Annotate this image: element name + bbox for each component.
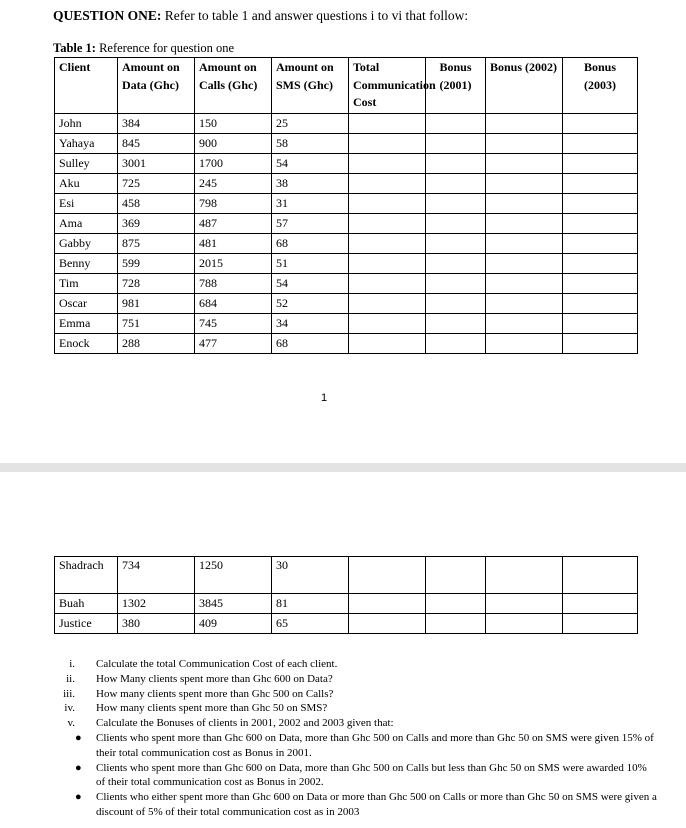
table-cell [349, 614, 426, 634]
question-item [57, 701, 657, 716]
table-cell [426, 314, 486, 334]
table-cell [426, 294, 486, 314]
table-cell: 875 [118, 234, 195, 254]
table-row [55, 154, 638, 174]
table-cell: Oscar [55, 294, 118, 314]
table-cell: 81 [272, 594, 349, 614]
table-cell [426, 254, 486, 274]
table-cell [563, 114, 638, 134]
table-cell [486, 334, 563, 354]
table-cell [486, 594, 563, 614]
table-cell: Ama [55, 214, 118, 234]
table-cell [563, 274, 638, 294]
table-cell [426, 154, 486, 174]
table-cell [426, 614, 486, 634]
question-text: How Many clients spent more than Ghc 600 on Data? [96, 672, 333, 685]
table-cell [486, 154, 563, 174]
column-header: Total Communication Cost [349, 58, 426, 114]
page-separator [0, 463, 686, 472]
table-cell [349, 234, 426, 254]
table-cell [563, 194, 638, 214]
table-cell: Enock [55, 334, 118, 354]
table-cell: 34 [272, 314, 349, 334]
table-row [55, 294, 638, 314]
table-cell: 54 [272, 274, 349, 294]
table-cell: 3845 [195, 594, 272, 614]
table-cell: Aku [55, 174, 118, 194]
table-cell [563, 314, 638, 334]
table-cell [426, 234, 486, 254]
table-cell [486, 274, 563, 294]
table-cell [486, 614, 563, 634]
bullet-item [75, 790, 657, 820]
table-cell: 751 [118, 314, 195, 334]
table-cell [426, 557, 486, 594]
question-text: How many clients spent more than Ghc 500 on Calls? [96, 687, 334, 700]
table-cell: 599 [118, 254, 195, 274]
column-header: Amount on Data (Ghc) [118, 58, 195, 114]
table-header-row [55, 58, 638, 114]
bullet-icon: ● [75, 761, 82, 774]
table-cell: Sulley [55, 154, 118, 174]
question-item [57, 716, 657, 731]
table-cell: Justice [55, 614, 118, 634]
table-cell [486, 214, 563, 234]
table-cell: 725 [118, 174, 195, 194]
reference-table [54, 57, 638, 354]
table-cell: Emma [55, 314, 118, 334]
table-row [55, 114, 638, 134]
table-row [55, 174, 638, 194]
bonus-conditions [57, 731, 657, 820]
question-text: Calculate the total Communication Cost of each client. [96, 658, 338, 670]
reference-table-continued [54, 556, 638, 634]
table-cell [349, 594, 426, 614]
table-cell: 25 [272, 114, 349, 134]
question-heading: QUESTION ONE: Refer to table 1 and answer questions i to vi that follow: [53, 8, 469, 23]
table-cell: 684 [195, 294, 272, 314]
bullet-text: Clients who spent more than Ghc 600 on Data, more than Ghc 500 on Calls but less than Ghc 50 on SMS were awarded 10% of their total communication cost as Bonus in 2002. [96, 761, 647, 789]
bullet-text: Clients who spent more than Ghc 600 on Data, more than Ghc 500 on Calls and more than Ghc 50 on SMS were given 15% of their total communication cost as Bonus in 2001. [96, 731, 654, 759]
table-row [55, 134, 638, 154]
table-cell: 845 [118, 134, 195, 154]
table-cell [563, 134, 638, 154]
question-list [57, 657, 657, 820]
table-cell: Benny [55, 254, 118, 274]
bullet-item [75, 731, 657, 761]
page-number: 1 [321, 392, 328, 404]
table-cell [349, 134, 426, 154]
table-cell [426, 194, 486, 214]
table-cell: Buah [55, 594, 118, 614]
table-cell: 788 [195, 274, 272, 294]
column-header: Amount on Calls (Ghc) [195, 58, 272, 114]
table-cell [426, 174, 486, 194]
table-cell: 52 [272, 294, 349, 314]
column-header: Bonus (2001) [426, 58, 486, 114]
table-cell [349, 174, 426, 194]
table-cell [486, 254, 563, 274]
table-cell: 1302 [118, 594, 195, 614]
question-text: Calculate the Bonuses of clients in 2001, 2002 and 2003 given that: [96, 717, 394, 730]
bullet-item [75, 761, 657, 791]
table-cell [563, 154, 638, 174]
question-number: iv. [64, 702, 75, 715]
table-cell [349, 114, 426, 134]
table-row [55, 254, 638, 274]
table-cell [426, 594, 486, 614]
table-cell [486, 174, 563, 194]
table-cell [486, 294, 563, 314]
column-header: Amount on SMS (Ghc) [272, 58, 349, 114]
table-cell [563, 214, 638, 234]
table-cell [349, 254, 426, 274]
table-cell: Shadrach [55, 557, 118, 594]
question-text: How many clients spent more than Ghc 50 on SMS? [96, 702, 328, 715]
table-cell [563, 254, 638, 274]
table-cell [563, 614, 638, 634]
table-cell: 51 [272, 254, 349, 274]
table-cell [486, 234, 563, 254]
table-cell [563, 334, 638, 354]
bullet-icon: ● [75, 791, 82, 804]
table-cell: Gabby [55, 234, 118, 254]
table-cell [486, 194, 563, 214]
table-cell: Esi [55, 194, 118, 214]
table-cell: 68 [272, 234, 349, 254]
table-cell: 458 [118, 194, 195, 214]
table-cell [486, 134, 563, 154]
table-cell: 1250 [195, 557, 272, 594]
table-cell [349, 334, 426, 354]
table-cell: 65 [272, 614, 349, 634]
table-cell [426, 334, 486, 354]
table-cell [426, 134, 486, 154]
table-row [55, 557, 638, 594]
table-cell [426, 214, 486, 234]
table-cell: 58 [272, 134, 349, 154]
table-caption: Table 1: Reference for question one [53, 41, 235, 55]
table-cell: 2015 [195, 254, 272, 274]
column-header: Bonus (2002) [486, 58, 563, 114]
table-cell [563, 294, 638, 314]
table-cell: 245 [195, 174, 272, 194]
table-row [55, 234, 638, 254]
table-cell: 54 [272, 154, 349, 174]
table-cell: 900 [195, 134, 272, 154]
table-cell: 728 [118, 274, 195, 294]
question-item [57, 687, 657, 702]
table-cell: Tim [55, 274, 118, 294]
table-cell: 409 [195, 614, 272, 634]
table-cell [426, 114, 486, 134]
table-cell [349, 294, 426, 314]
table-cell [426, 274, 486, 294]
table-cell: John [55, 114, 118, 134]
bullet-icon: ● [75, 731, 82, 744]
bullet-text: Clients who either spent more than Ghc 600 on Data or more than Ghc 500 on Calls or more than Ghc 50 on SMS were given a discount of 5% of their total communication cost as in 2003 [96, 791, 657, 818]
question-number: v. [67, 717, 75, 730]
table-cell: 481 [195, 234, 272, 254]
table-cell [349, 557, 426, 594]
table-cell: 745 [195, 314, 272, 334]
table-cell: 734 [118, 557, 195, 594]
table-cell: 68 [272, 334, 349, 354]
table-cell [486, 557, 563, 594]
table-cell: 31 [272, 194, 349, 214]
table-cell: 38 [272, 174, 349, 194]
table-cell: 30 [272, 557, 349, 594]
table-cell: 369 [118, 214, 195, 234]
question-number: i. [69, 658, 75, 670]
table-row [55, 594, 638, 614]
table-cell [349, 274, 426, 294]
table-cell [563, 594, 638, 614]
table-cell [349, 314, 426, 334]
table-row [55, 194, 638, 214]
table-cell [486, 114, 563, 134]
table-row [55, 334, 638, 354]
table-cell: 477 [195, 334, 272, 354]
question-number: ii. [66, 672, 75, 685]
table-cell: 384 [118, 114, 195, 134]
question-item [57, 672, 657, 687]
question-number: iii. [63, 687, 75, 700]
column-header: Bonus (2003) [563, 58, 638, 114]
table-cell: 981 [118, 294, 195, 314]
table-cell [349, 154, 426, 174]
table-cell: 380 [118, 614, 195, 634]
table-cell [349, 214, 426, 234]
table-cell [563, 557, 638, 594]
table-cell [349, 194, 426, 214]
table-cell: Yahaya [55, 134, 118, 154]
table-cell: 487 [195, 214, 272, 234]
table-cell [486, 314, 563, 334]
table-cell: 57 [272, 214, 349, 234]
table-cell: 798 [195, 194, 272, 214]
table-row [55, 614, 638, 634]
table-cell: 288 [118, 334, 195, 354]
table-cell: 1700 [195, 154, 272, 174]
table-cell: 150 [195, 114, 272, 134]
table-cell: 3001 [118, 154, 195, 174]
column-header: Client [55, 58, 118, 114]
table-cell [563, 234, 638, 254]
table-row [55, 314, 638, 334]
question-item [57, 657, 657, 672]
table-cell [563, 174, 638, 194]
table-row [55, 274, 638, 294]
table-row [55, 214, 638, 234]
